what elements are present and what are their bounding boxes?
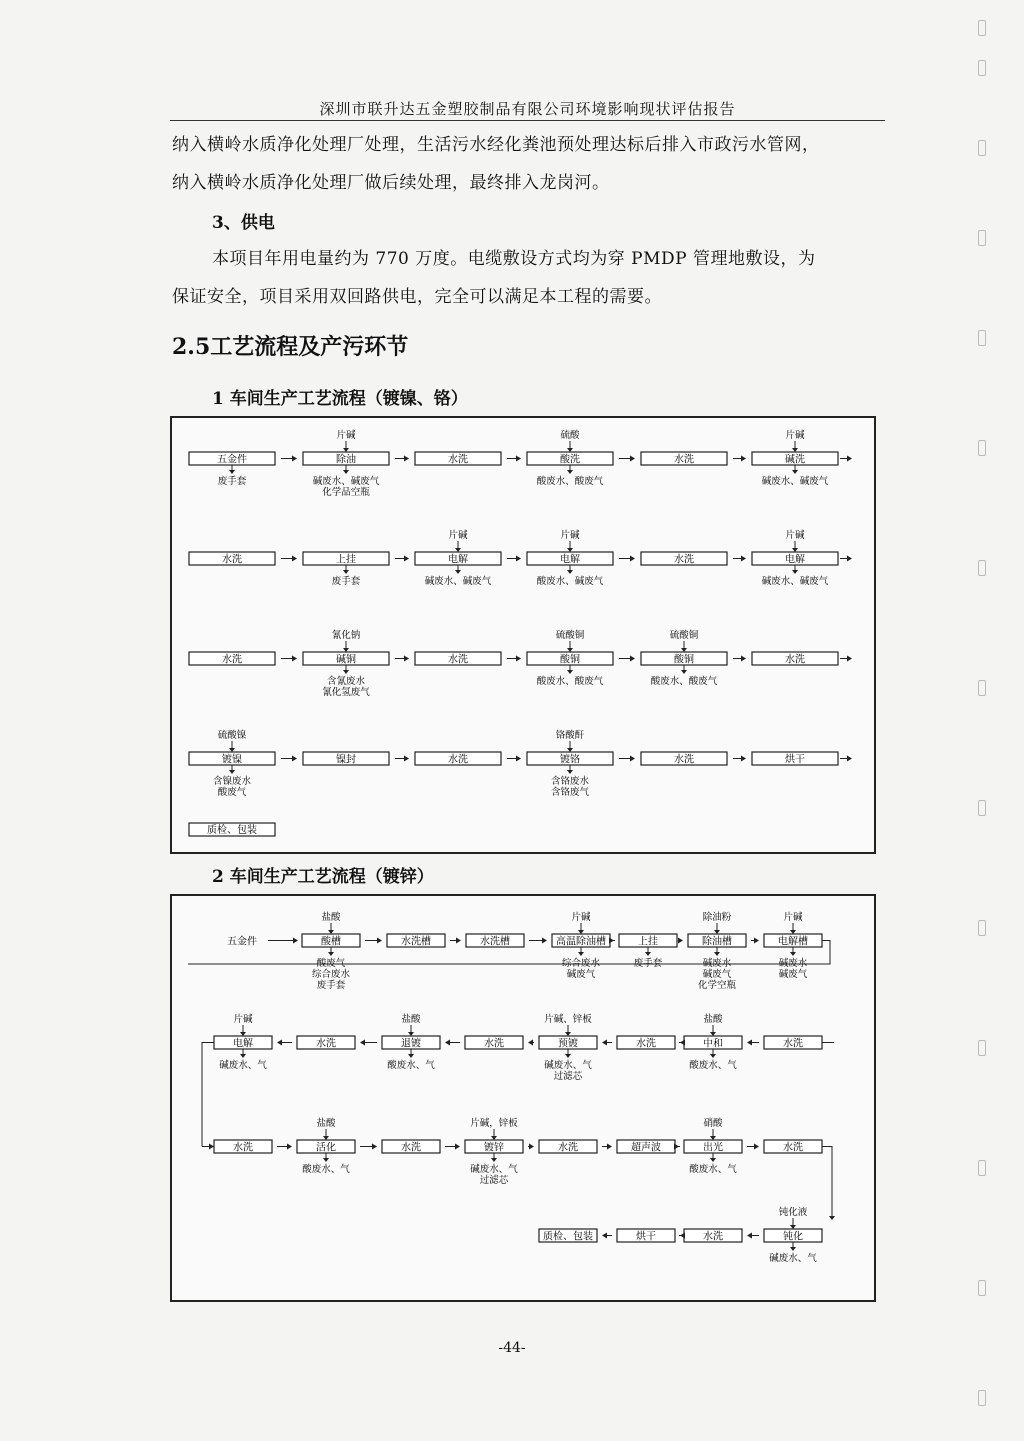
arrow-head: [681, 670, 687, 674]
process-label: 上挂: [638, 936, 658, 948]
arrow-head: [567, 448, 573, 452]
arrow-head: [747, 1233, 752, 1239]
output-label: 碱废水、碱废气: [312, 476, 380, 487]
input-label: 除油粉: [702, 912, 732, 923]
process-label: 水洗: [316, 1038, 336, 1050]
arrow-head: [516, 456, 521, 462]
section-heading-power: 3、供电: [212, 213, 275, 233]
arrow-head: [293, 938, 298, 944]
process-label: 水洗: [785, 654, 805, 666]
input-label: 片碱: [571, 912, 591, 923]
process-label: 烘干: [785, 754, 805, 766]
process-diagram-2: [172, 896, 874, 1300]
binding-mark: [978, 680, 986, 696]
binding-mark: [978, 440, 986, 456]
arrow-head: [404, 656, 409, 662]
arrow-head: [741, 656, 746, 662]
arrow-head: [529, 1144, 534, 1150]
process-label: 水洗: [783, 1142, 803, 1154]
output-label: 酸废水、碱废气: [536, 576, 604, 587]
arrow-head: [710, 1158, 716, 1162]
arrow-head: [645, 952, 651, 956]
arrow-head: [607, 1144, 612, 1150]
process-label: 电解: [448, 554, 468, 566]
output-label: 酸废水、酸废气: [536, 676, 604, 687]
arrow-head: [240, 1054, 246, 1058]
arrow-head: [292, 756, 297, 762]
arrow-head: [292, 456, 297, 462]
arrow-head: [445, 1040, 450, 1046]
arrow-head: [287, 1144, 292, 1150]
process-label: 酸铜: [560, 654, 580, 666]
arrow-head: [792, 570, 798, 574]
output-label: 废手套: [217, 476, 247, 487]
process-label: 水洗: [703, 1231, 723, 1243]
process-label: 预镀: [558, 1038, 578, 1050]
output-label: 碱废水、气: [544, 1060, 592, 1071]
diagram1-frame: [170, 416, 876, 854]
arrow-head: [328, 952, 334, 956]
arrow-head: [360, 1040, 365, 1046]
output-label: 酸废气: [316, 958, 346, 969]
input-label: 片碱: [233, 1014, 253, 1025]
arrow-head: [578, 952, 584, 956]
output-label: 含镍废水: [212, 776, 252, 787]
arrow-head: [372, 1144, 377, 1150]
process-label: 镀镍: [222, 754, 242, 766]
paragraph-line: 本项目年用电量约为 770 万度。电缆敷设方式均为穿 PMDP 管理地敷设，为: [212, 249, 816, 269]
process-label: 水洗: [222, 554, 242, 566]
arrow-head: [680, 1233, 685, 1239]
input-label: 片碱、锌板: [544, 1014, 592, 1025]
arrow-head: [792, 470, 798, 474]
process-diagram-1: [172, 418, 874, 852]
output-label: 酸废水、气: [302, 1164, 350, 1175]
binding-mark: [978, 230, 986, 246]
process-label: 水洗: [233, 1142, 253, 1154]
process-label: 高温除油槽: [556, 936, 606, 948]
arrow-head: [754, 938, 759, 944]
process-label: 超声波: [631, 1142, 661, 1154]
process-label: 除油: [336, 454, 356, 466]
arrow-head: [516, 556, 521, 562]
input-label: 片碱，锌板: [470, 1118, 518, 1129]
process-label: 电解: [233, 1038, 253, 1050]
arrow-head: [630, 756, 635, 762]
binding-mark: [978, 1040, 986, 1056]
output-label: 含氰废水: [326, 676, 366, 687]
output-label: 废手套: [316, 980, 346, 991]
output-label: 含铬废气: [550, 787, 590, 798]
arrow-head: [630, 456, 635, 462]
arrow-head: [567, 770, 573, 774]
output-label: 碱废气: [778, 969, 808, 980]
output-label: 综合废水: [311, 969, 351, 980]
arrow-head: [567, 670, 573, 674]
arrow-head: [229, 470, 235, 474]
arrow-head: [741, 556, 746, 562]
arrow-head: [377, 938, 382, 944]
arrow-head: [516, 656, 521, 662]
arrow-head: [565, 1054, 571, 1058]
output-label: 化学品空瓶: [322, 487, 370, 498]
arrow-head: [710, 1054, 716, 1058]
process-label: 镀锌: [484, 1142, 504, 1154]
page-header: 深圳市联升达五金塑胶制品有限公司环境影响现状评估报告: [319, 100, 736, 118]
arrow-head: [292, 556, 297, 562]
process-label: 水洗: [558, 1142, 578, 1154]
input-label: 硫酸: [560, 430, 580, 441]
process-label: 五金件: [217, 454, 247, 466]
process-label: 电解: [785, 554, 805, 566]
diagram2-caption: 2 车间生产工艺流程（镀锌）: [212, 867, 434, 887]
input-label: 盐酸: [316, 1118, 336, 1129]
process-label: 电解槽: [778, 936, 808, 948]
arrow-head: [630, 656, 635, 662]
output-label: 酸废水、气: [689, 1164, 737, 1175]
binding-mark: [978, 560, 986, 576]
paragraph-line: 保证安全，项目采用双回路供电，完全可以满足本工程的需要。: [172, 287, 662, 307]
process-label: 出光: [703, 1142, 723, 1154]
arrow-head: [792, 448, 798, 452]
arrow-head: [209, 1144, 214, 1150]
output-label: 碱废水、碱废气: [761, 476, 829, 487]
arrow-head: [229, 770, 235, 774]
arrow-head: [323, 1158, 329, 1162]
process-label: 水洗槽: [480, 936, 510, 948]
arrow-head: [747, 1040, 752, 1046]
process-label: 电解: [560, 554, 580, 566]
arrow-head: [343, 448, 349, 452]
output-label: 碱废水、气: [219, 1060, 267, 1071]
arrow-head: [609, 938, 614, 944]
process-label: 水洗: [401, 1142, 421, 1154]
output-label: 碱废气: [566, 969, 596, 980]
output-label: 碱废水、气: [470, 1164, 518, 1175]
process-label: 酸洗: [560, 454, 580, 466]
arrow-head: [847, 456, 852, 462]
arrow-head: [630, 556, 635, 562]
process-label: 水洗: [674, 554, 694, 566]
input-label: 氰化钠: [331, 630, 361, 641]
input-label: 片碱: [560, 530, 580, 541]
process-label: 水洗: [448, 754, 468, 766]
process-label: 钝化: [783, 1231, 803, 1243]
process-label: 酸槽: [321, 936, 341, 948]
process-label: 水洗: [636, 1038, 656, 1050]
input-label: 片碱: [448, 530, 468, 541]
page-number: -44-: [498, 1340, 526, 1356]
arrow-head: [455, 570, 461, 574]
output-label: 含铬废水: [550, 776, 590, 787]
binding-mark: [978, 20, 986, 36]
arrow-head: [292, 656, 297, 662]
process-label: 质检、包装: [207, 825, 257, 836]
arrow-head: [847, 556, 852, 562]
input-label: 片碱: [785, 530, 805, 541]
arrow-head: [602, 1040, 607, 1046]
arrow-head: [491, 1158, 497, 1162]
arrow-head: [528, 1040, 533, 1046]
arrow-head: [790, 952, 796, 956]
input-label: 硫酸铜: [555, 630, 585, 641]
arrow-head: [754, 1144, 759, 1150]
diagram2-frame: [170, 894, 876, 1302]
binding-mark: [978, 330, 986, 346]
binding-mark: [978, 60, 986, 76]
input-label: 片碱: [336, 430, 356, 441]
arrow-head: [404, 456, 409, 462]
process-label: 水洗: [674, 754, 694, 766]
output-label: 化学空瓶: [697, 980, 737, 991]
process-label: 活化: [316, 1142, 336, 1154]
input-label: 硫酸镍: [217, 730, 247, 741]
arrow-head: [714, 952, 720, 956]
input-label: 硝酸: [703, 1118, 723, 1129]
arrow-head: [741, 456, 746, 462]
process-label: 除油槽: [702, 936, 732, 948]
header-rule: [170, 120, 885, 121]
process-label: 烘干: [636, 1231, 656, 1243]
output-label: 酸废水、酸废气: [650, 676, 718, 687]
process-label: 水洗: [448, 454, 468, 466]
input-label: 片碱: [785, 430, 805, 441]
output-label: 碱废水、碱废气: [761, 576, 829, 587]
output-label: 碱废水: [702, 958, 732, 969]
binding-mark: [978, 1160, 986, 1176]
output-label: 综合废水: [561, 958, 601, 969]
start-label: 五金件: [227, 936, 257, 948]
input-label: 铬酸酐: [555, 730, 585, 741]
arrow-head: [741, 756, 746, 762]
arrow-head: [404, 756, 409, 762]
arrow-head: [847, 656, 852, 662]
input-label: 硫酸铜: [669, 630, 699, 641]
binding-mark: [978, 800, 986, 816]
arrow-head: [455, 1144, 460, 1150]
arrow-head: [674, 1144, 679, 1150]
arrow-head: [343, 470, 349, 474]
arrow-head: [790, 1247, 796, 1251]
section-title: 2.5工艺流程及产污环节: [172, 334, 409, 360]
process-label: 质检、包装: [543, 1231, 593, 1243]
input-label: 盐酸: [401, 1014, 421, 1025]
process-label: 上挂: [336, 554, 356, 566]
output-label: 过滤芯: [553, 1071, 583, 1082]
binding-mark: [978, 140, 986, 156]
binding-mark: [978, 1280, 986, 1296]
output-label: 酸废水、酸废气: [536, 476, 604, 487]
output-label: 废手套: [633, 958, 663, 969]
output-label: 碱废水: [778, 958, 808, 969]
binding-mark: [978, 1390, 986, 1406]
arrow-head: [678, 938, 683, 944]
process-label: 中和: [703, 1038, 723, 1050]
arrow-head: [343, 570, 349, 574]
arrow-head: [567, 470, 573, 474]
input-label: 钝化液: [778, 1207, 808, 1218]
output-label: 碱废水、碱废气: [424, 576, 492, 587]
arrow-head: [829, 1216, 835, 1220]
process-label: 水洗: [783, 1038, 803, 1050]
output-label: 酸废气: [217, 787, 247, 798]
arrow-head: [343, 670, 349, 674]
paragraph-line: 纳入横岭水质净化处理厂做后续处理，最终排入龙岗河。: [172, 173, 610, 193]
process-label: 水洗: [484, 1038, 504, 1050]
process-label: 水洗: [448, 654, 468, 666]
connector-line: [202, 1043, 214, 1147]
binding-mark: [978, 920, 986, 936]
arrow-head: [516, 756, 521, 762]
arrow-head: [542, 938, 547, 944]
arrow-head: [408, 1054, 414, 1058]
arrow-head: [277, 1040, 282, 1046]
arrow-head: [567, 570, 573, 574]
input-label: 片碱: [783, 912, 803, 923]
process-label: 碱铜: [336, 654, 356, 666]
diagram1-caption: 1 车间生产工艺流程（镀镍、铬）: [212, 389, 468, 409]
paragraph-line: 纳入横岭水质净化处理厂处理，生活污水经化粪池预处理达标后排入市政污水管网，: [172, 135, 820, 155]
connector-line: [822, 1147, 832, 1218]
input-label: 盐酸: [321, 912, 341, 923]
output-label: 酸废水、气: [689, 1060, 737, 1071]
process-label: 酸铜: [674, 654, 694, 666]
output-label: 碱废气: [702, 969, 732, 980]
output-label: 酸废水、气: [387, 1060, 435, 1071]
process-label: 退镀: [401, 1038, 421, 1050]
process-label: 碱洗: [785, 454, 805, 466]
arrow-head: [847, 756, 852, 762]
process-label: 水洗槽: [401, 936, 431, 948]
arrow-head: [680, 1040, 685, 1046]
output-label: 氰化氢废气: [322, 687, 370, 698]
process-label: 水洗: [222, 654, 242, 666]
process-label: 水洗: [674, 454, 694, 466]
process-label: 镍封: [336, 754, 356, 766]
process-label: 镀铬: [560, 754, 580, 766]
output-label: 碱废水、气: [769, 1253, 817, 1264]
output-label: 过滤芯: [479, 1175, 509, 1186]
arrow-head: [404, 556, 409, 562]
output-label: 废手套: [331, 576, 361, 587]
input-label: 盐酸: [703, 1014, 723, 1025]
arrow-head: [602, 1233, 607, 1239]
arrow-head: [456, 938, 461, 944]
